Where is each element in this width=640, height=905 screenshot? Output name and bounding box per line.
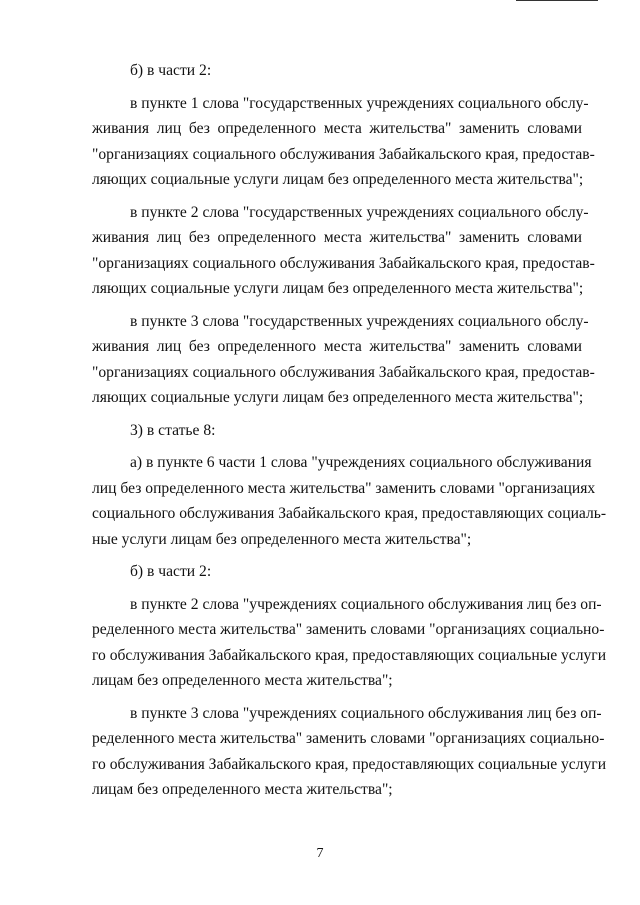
text-line: ляющих социальные услуги лицам без определенного места жительства"; (92, 171, 584, 188)
text-line: "организациях социального обслуживания Забайкальского края, предостав- (92, 363, 595, 381)
text-line: лицам без определенного места жительства"; (92, 781, 393, 798)
top-rule (516, 0, 598, 1)
document-body (92, 58, 607, 803)
text-line: в пункте 1 слова "государственных учреждениях социального обслу- (130, 94, 589, 112)
text-line: го обслуживания Забайкальского края, предоставляющих социальные услуги (92, 755, 607, 773)
paragraph-b-part-2 (92, 58, 582, 84)
text-line: "организациях социального обслуживания Забайкальского края, предостав- (92, 145, 595, 163)
text-line: живания лиц без определенного места жительства" заменить словами (92, 229, 582, 246)
text-line: в пункте 3 слова "учреждениях социального обслуживания лиц без оп- (130, 704, 602, 722)
text-line: ляющих социальные услуги лицам без определенного места жительства"; (92, 389, 584, 406)
text-line: в пункте 3 слова "государственных учреждениях социального обслу- (130, 312, 589, 330)
text-line: в пункте 2 слова "учреждениях социального обслуживания лиц без оп- (130, 595, 602, 613)
text-line: лицам без определенного места жительства"; (92, 672, 393, 689)
text-line: го обслуживания Забайкальского края, предоставляющих социальные услуги (92, 646, 607, 664)
text-line: б) в части 2: (130, 62, 212, 79)
paragraph-a-point-6 (92, 450, 607, 552)
paragraph-point-1 (92, 91, 595, 193)
text-line: живания лиц без определенного места жительства" заменить словами (92, 338, 582, 355)
paragraph-point-3-second (92, 701, 607, 803)
text-line: ные услуги лицам без определенного места жительства"; (92, 530, 472, 548)
paragraph-article-8 (92, 418, 582, 444)
text-line: в пункте 2 слова "государственных учреждениях социального обслу- (130, 203, 589, 221)
page-number: 7 (316, 846, 324, 861)
text-line: живания лиц без определенного места жительства" заменить словами (92, 120, 582, 137)
text-line: социального обслуживания Забайкальского края, предоставляющих социаль- (92, 505, 607, 522)
text-line: ляющих социальные услуги лицам без определенного места жительства"; (92, 280, 584, 297)
paragraph-point-3 (92, 309, 595, 411)
text-line: ределенного места жительства" заменить словами "организациях социально- (92, 730, 605, 747)
text-line: "организациях социального обслуживания Забайкальского края, предостав- (92, 254, 595, 272)
paragraph-b-part-2-second (92, 559, 582, 585)
text-line: а) в пункте 6 части 1 слова "учреждениях социального обслуживания (130, 454, 592, 471)
paragraph-point-2 (92, 200, 595, 302)
text-line: ределенного места жительства" заменить словами "организациях социально- (92, 621, 605, 638)
text-line: 3) в статье 8: (130, 421, 216, 439)
text-line: лиц без определенного места жительства" заменить словами "организациях (92, 479, 596, 497)
text-line: б) в части 2: (130, 563, 212, 580)
paragraph-point-2-second (92, 592, 607, 694)
